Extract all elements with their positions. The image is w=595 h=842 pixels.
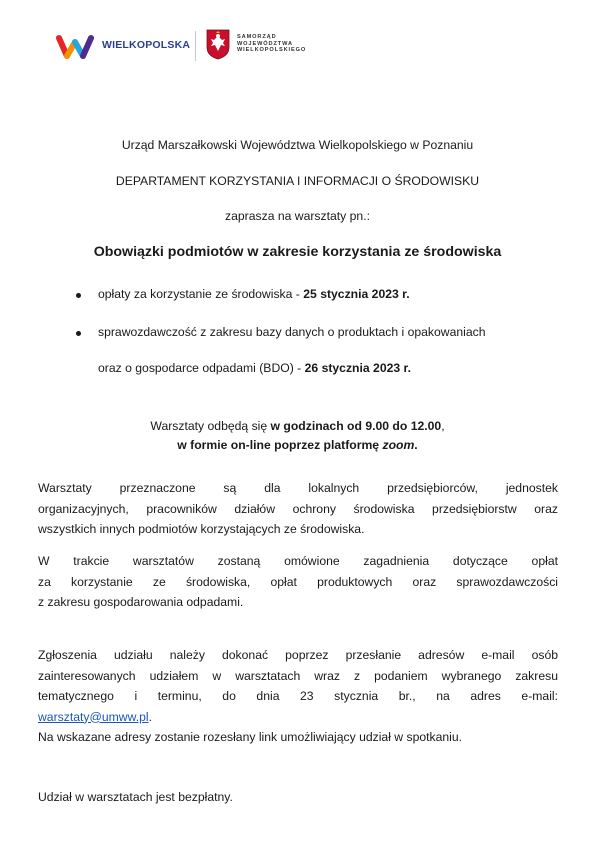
wielkopolska-logo-icon [56,32,94,60]
schedule-format: w formie on-line poprzez platformę [177,438,383,452]
para2-line: z zakresu gospodarowania odpadami. [38,595,244,609]
samorzad-line-1: SAMORZĄD [237,34,277,40]
bullet-1-text: opłaty za korzystanie ze środowiska - [98,287,304,301]
header [56,28,356,62]
free-participation-note: Udział w warsztatach jest bezpłatny. [38,790,233,804]
email-suffix: . [148,709,152,724]
bullet-2-date: 26 stycznia 2023 r. [304,361,412,375]
coat-of-arms-icon [206,29,230,60]
header-divider [195,31,196,61]
paragraph-topics [38,551,558,613]
schedule-platform: zoom [382,438,415,452]
department-line: DEPARTAMENT KORZYSTANIA I INFORMACJI O ŚRODOWISKU [115,174,480,188]
schedule-plain: Warsztaty odbędą się [150,419,271,433]
brand-text: WIELKOPOLSKA [102,39,191,51]
samorzad-text [237,34,306,54]
invite-line: zaprasza na warsztaty pn.: [225,209,370,223]
organization-line: Urząd Marszałkowski Województwa Wielkopolskiego w Poznaniu [121,138,474,152]
bullet-item-2-line-2 [98,361,411,375]
schedule-comma: , [441,419,445,433]
bullet-1-date: 25 stycznia 2023 r. [303,287,410,301]
para2-line: za korzystanie ze środowiska, opłat produktowych oraz sprawozdawczości [38,574,558,589]
bullet-item-1 [98,287,410,301]
para1-line: wszystkich innych podmiotów korzystających ze środowiska. [38,522,365,536]
para3-line: Zgłoszenia udziału należy dokonać poprzez przesłanie adresów e-mail osób [38,648,558,662]
schedule-line-1 [0,419,595,433]
schedule-period: . [414,438,418,452]
para1-line: organizacyjnych, pracowników działów ochrony środowiska przedsiębiorstw oraz [38,501,558,516]
para3-line: zainteresowanych udziałem w warsztatach wraz z podaniem wybranego zakresu [38,668,558,683]
para1-line: Warsztaty przeznaczone są dla lokalnych przedsiębiorców, jednostek [38,481,558,495]
bullet-dot [76,331,81,336]
schedule-hours: w godzinach od 9.00 do 12.00 [270,419,442,433]
bullet-dot [76,293,81,298]
samorzad-line-2: WOJEWÓDZTWA [237,40,293,47]
link-note: Na wskazane adresy zostanie rozesłany link umożliwiający udział w spotkaniu. [38,730,463,744]
para3-line: tematycznego i terminu, do dnia 23 stycznia br., na adres e-mail: [38,689,558,703]
email-link[interactable]: warsztaty@umww.pl [38,709,149,724]
email-line [38,707,558,728]
paragraph-registration [38,645,558,748]
paragraph-audience [38,478,558,540]
bullet-item-2-line-1: sprawozdawczość z zakresu bazy danych o produktach i opakowaniach [98,325,486,339]
bullet-2-text: oraz o gospodarce odpadami (BDO) - [98,361,305,375]
samorzad-line-3: WIELKOPOLSKIEGO [237,47,307,54]
schedule-line-2 [0,438,595,452]
para2-line: W trakcie warsztatów zostaną omówione zagadnienia dotyczące opłat [38,554,558,568]
workshop-title: Obowiązki podmiotów w zakresie korzystania ze środowiska [93,244,502,260]
